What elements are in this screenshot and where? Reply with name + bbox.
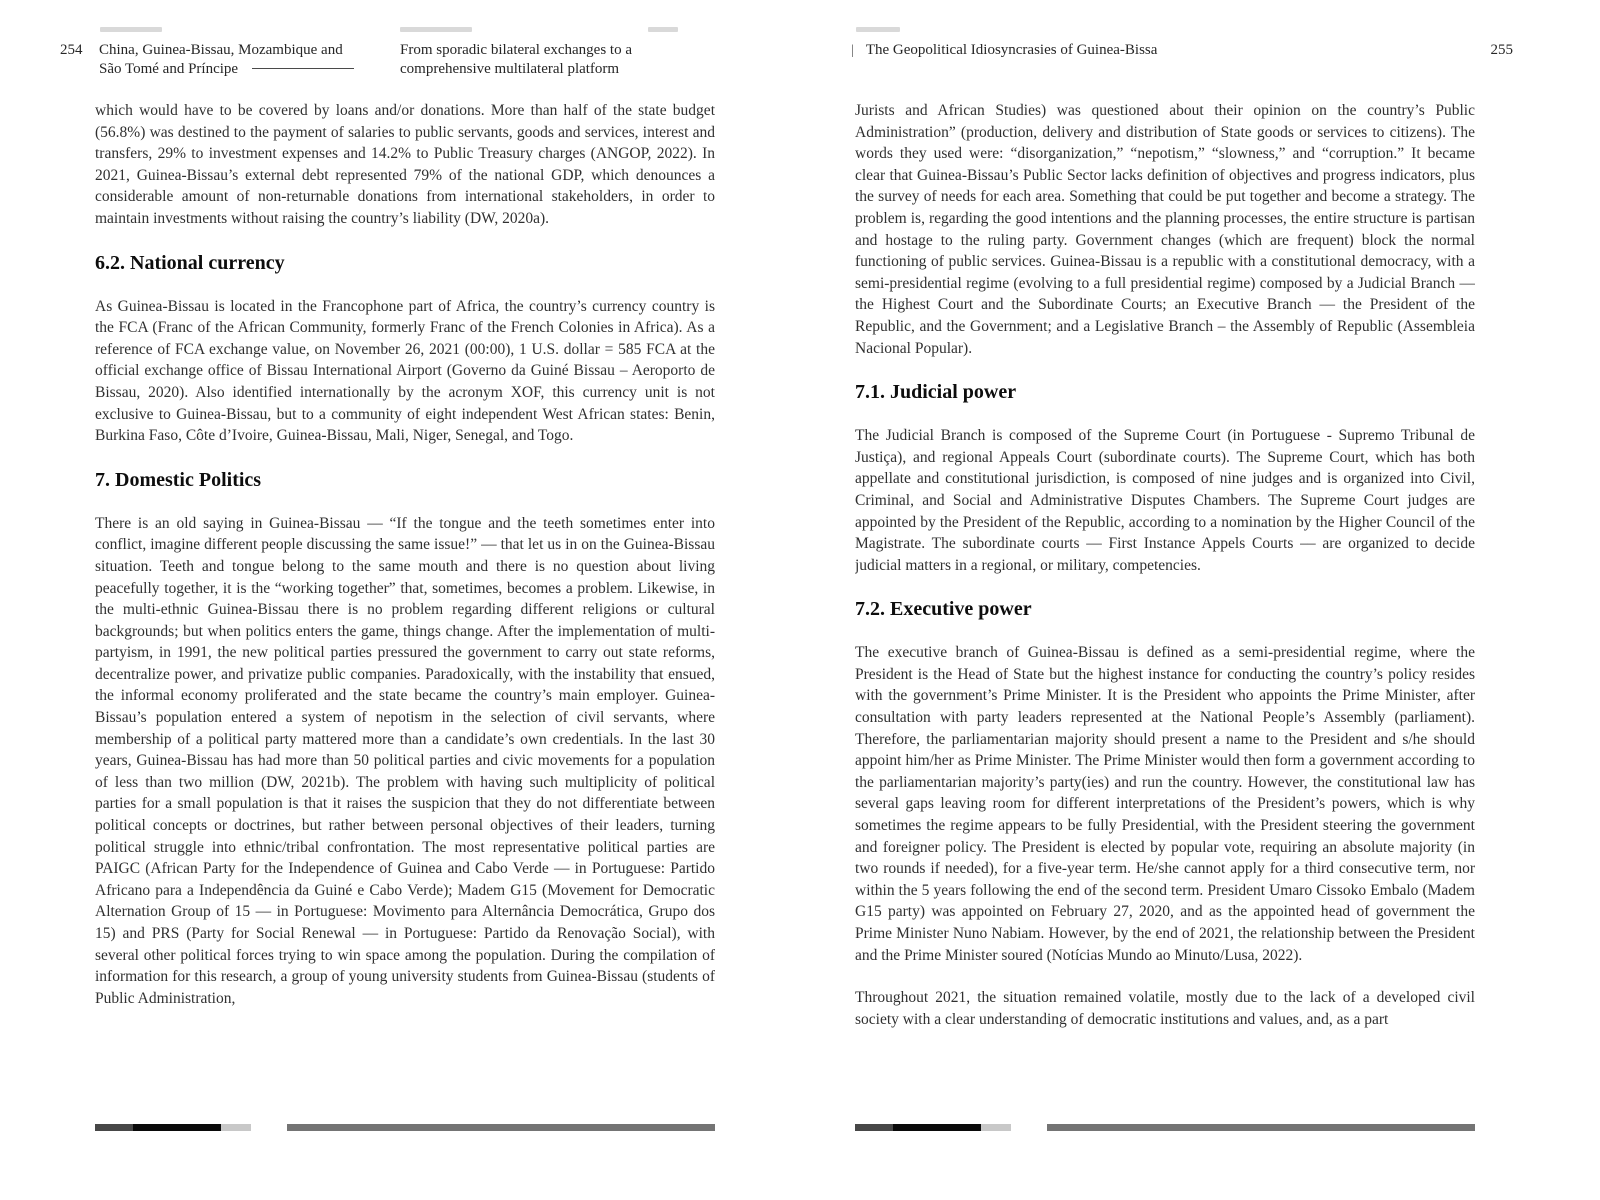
- footer-bar-gap: [251, 1124, 287, 1131]
- paragraph: Throughout 2021, the situation remained volatile, mostly due to the lack of a developed civil society with a clear understanding of democratic institutions and values, and, as a part: [855, 989, 1475, 1028]
- page-left: [60, 40, 715, 1180]
- footer-bar-segment: [981, 1124, 1011, 1131]
- running-title-line2: São Tomé and Príncipe: [99, 61, 239, 77]
- paragraph: The executive branch of Guinea-Bissau is defined as a semi-presidential regime, where the President is the Head of State but the highest instance for conducting the country’s policy resides with the government’s Prime Minister. It is the President who appoints the Prime Minister, after consultation with party leaders represented at the National People’s Assembly (parliament). Therefore, the parliamentarian majority should present a name to the President and s/he should appoint him/her as Prime Minister. The Prime Minister would then form a government according to the parliamentarian majority’s party(ies) and run the country. However, the constitutional law has several gaps leaving room for different interpretations of the President’s powers, which is why sometimes the regime appears to be fully Presidential, with the President steering the government and foreigner policy. The President is elected by popular vote, requiring an absolute majority (in two rounds if needed), for a five-year term. He/she cannot apply for a third consecutive term, nor within the 5 years following the end of the second term. President Umaro Cissoko Embalo (Madem G15 party) was appointed on February 27, 2020, and as the appointed head of government the Prime Minister Nuno Nabiam. However, by the end of 2021, the relationship between the President and the Prime Minister soured (Notícias Mundo ao Minuto/Lusa, 2022).: [855, 644, 1475, 964]
- section-heading: 7. Domestic Politics: [95, 468, 262, 491]
- section-heading: 7.2. Executive power: [855, 598, 1032, 621]
- footer-bar-segment: [893, 1124, 981, 1131]
- scan-artifact: [856, 27, 900, 32]
- page-number: 255: [1490, 42, 1513, 58]
- footer-bar-long: [287, 1124, 715, 1131]
- running-subtitle-line2: comprehensive multilateral platform: [400, 61, 620, 77]
- page-right: [851, 40, 1513, 1180]
- header-separator: |: [851, 43, 854, 58]
- paragraph: Jurists and African Studies) was questioned about their opinion on the country’s Public Administration” (production, delivery and distribution of State goods or services to citizens). The words they used were: “disorganization,” “nepotism,” “slowness,” and “corruption.” It became clear that Guinea-Bissau’s Public Sector lacks definition of objectives and progress indicators, plus the survey of needs for each area. Something that could be put together and become a strategy. The problem is, regarding the good intentions and the planning processes, the entire structure is partisan and hostage to the ruling party. Government changes (which are frequent) block the normal functioning of public services. Guinea-Bissau is a republic with a constitutional democracy, with a semi-presidential regime (evolving to a full presidential regime) composed by a Judicial Branch — the Highest Court and the Subordinate Courts; an Executive Branch — the President of the Republic, and the Government; and a Legislative Branch – the Assembly of Republic (Assembleia Nacional Popular).: [855, 102, 1475, 357]
- running-subtitle-line1: From sporadic bilateral exchanges to a: [400, 42, 633, 58]
- section-heading: 7.1. Judicial power: [855, 381, 1017, 404]
- section-heading: 6.2. National currency: [95, 251, 285, 274]
- running-title-line1: China, Guinea-Bissau, Mozambique and: [99, 42, 343, 58]
- scan-artifact: [400, 27, 472, 32]
- paragraph: There is an old saying in Guinea-Bissau — “If the tongue and the teeth sometimes enter into conflict, imagine different people discussing the same issue!” — that let us in on the Guinea-Bissau situation. Teeth and tongue belong to the same mouth and there is no question about living peacefully together, it is the “working together” that, sometimes, becomes a problem. Likewise, in the multi-ethnic Guinea-Bissau there is no problem regarding different religions or cultural backgrounds; but when politics enters the game, things change. After the implementation of multi-partyism, in 1991, the new political parties pressured the government to carry out state reforms, decentralize power, and privatize public companies. Paradoxically, with the instability that ensued, the informal economy proliferated and the state became the country’s main employer. Guinea-Bissau’s population entered a system of nepotism in the selection of civil servants, where membership of a political party mattered more than a candidate’s own credentials. In the last 30 years, Guinea-Bissau has had more than 50 political parties and civic movements for a population of less than two million (DW, 2021b). The problem with having such multiplicity of political parties for a small population is that it raises the suspicion that they do not differentiate between political concepts or doctrines, but rather between personal objectives of their leaders, turning political struggle into ethnic/tribal confrontation. The most representative political parties are PAIGC (African Party for the Independence of Guinea and Cabo Verde — in Portuguese: Partido Africano para a Independência da Guiné e Cabo Verde); Madem G15 (Movement for Democratic Alternation Group of 15 — in Portuguese: Movimento para Alternância Democrática, Grupo dos 15) and PRS (Party for Social Renewal — in Portuguese: Partido da Renovação Social), with several other political forces trying to win space among the population. During the compilation of information for this research, a group of young university students from Guinea-Bissau (students of Public Administration,: [95, 514, 715, 1007]
- footer-bar-segment: [133, 1124, 221, 1131]
- header-rule: [252, 68, 354, 69]
- footer-bars-right: [855, 1124, 1475, 1131]
- paragraph: which would have to be covered by loans and/or donations. More than half of the state budget (56.8%) was destined to the payment of salaries to public servants, goods and services, interest and transfers, 29% to investment expenses and 14.2% to Public Treasury charges (ANGOP, 2022). In 2021, Guinea-Bissau’s external debt represented 79% of the national GDP, which denounces a considerable amount of non-returnable donations from international stakeholders, in order to maintain investments without raising the country’s liability (DW, 2020a).: [95, 102, 715, 227]
- footer-bar-segment: [95, 1124, 133, 1131]
- page-header-right: [851, 40, 1513, 84]
- paragraph: The Judicial Branch is composed of the Supreme Court (in Portuguese - Supremo Tribunal de Justiça), and regional Appeals Court (subordinate courts). The Supreme Court, which has both appellate and constitutional jurisdiction, is composed of nine judges and is organized into Civil, Criminal, and Social and Administrative Disputes Chambers. The Supreme Court judges are appointed by the President of the Republic, according to a nomination by the Higher Council of the Magistrate. The subordinate courts — First Instance Appels Courts –– are organized to decide judicial matters in a regional, or military, competencies.: [855, 427, 1475, 574]
- footer-bar-long: [1047, 1124, 1475, 1131]
- page-header-left: [60, 40, 715, 84]
- footer-bar-gap: [1011, 1124, 1047, 1131]
- page-body-left: [95, 100, 715, 1030]
- footer-bar-segment: [855, 1124, 893, 1131]
- running-title-text: The Geopolitical Idiosyncrasies of Guinea-Bissa: [865, 42, 1158, 58]
- footer-bars-left: [95, 1124, 715, 1131]
- scan-artifact: [648, 27, 678, 32]
- running-subtitle: [400, 41, 700, 79]
- running-title: [99, 41, 379, 79]
- paragraph: As Guinea-Bissau is located in the Francophone part of Africa, the country’s currency country is the FCA (Franc of the African Community, formerly Franc of the French Colonies in Africa). As a reference of FCA exchange value, on November 26, 2021 (00:00), 1 U.S. dollar = 585 FCA at the official exchange office of Bissau International Airport (Governo da Guiné Bissau – Aeroporto de Bissau, 2020). Also identified internationally by the acronym XOF, this currency unit is not exclusive to Guinea-Bissau, but to a community of eight independent West African states: Benin, Burkina Faso, Côte d’Ivoire, Guinea-Bissau, Mali, Niger, Senegal, and Togo.: [95, 297, 715, 445]
- footer-bar-segment: [221, 1124, 251, 1131]
- scan-artifact: [100, 27, 162, 32]
- page-number: 254: [60, 42, 83, 58]
- running-title: [851, 41, 1157, 60]
- page-body-right: [855, 100, 1475, 1051]
